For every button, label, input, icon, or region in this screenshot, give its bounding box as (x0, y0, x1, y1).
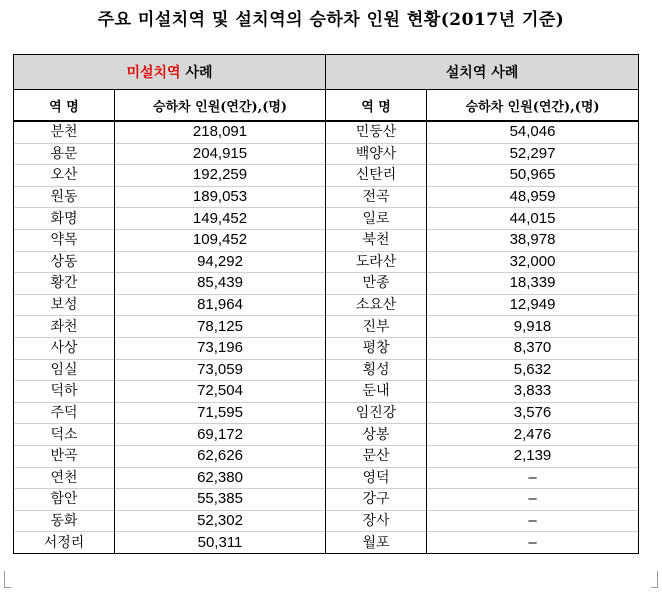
station-name-left: 동화 (14, 510, 115, 532)
passenger-count-left: 73,059 (115, 359, 326, 381)
passenger-count-right: 38,978 (427, 229, 639, 251)
non-installed-heading-red: 미설치역 (126, 65, 181, 81)
station-name-left: 연천 (14, 467, 115, 489)
table-row (14, 402, 639, 424)
passenger-count-left: 72,504 (115, 381, 326, 403)
col-header-count-right: 승하차 인원(연간),(명) (427, 90, 639, 122)
station-name-left: 용문 (14, 143, 115, 165)
passenger-count-left: 62,626 (115, 445, 326, 467)
page-corner-mark-right (651, 571, 658, 588)
passenger-count-left: 109,452 (115, 229, 326, 251)
table-row (14, 316, 639, 338)
passenger-count-left: 204,915 (115, 143, 326, 165)
station-name-left: 화명 (14, 208, 115, 230)
station-name-left: 황간 (14, 273, 115, 295)
table-row (14, 294, 639, 316)
station-name-left: 서정리 (14, 532, 115, 554)
passenger-count-left: 189,053 (115, 186, 326, 208)
station-name-left: 좌천 (14, 316, 115, 338)
table-row (14, 337, 639, 359)
station-name-right: 평창 (326, 337, 427, 359)
station-name-right: 월포 (326, 532, 427, 554)
table-row (14, 445, 639, 467)
table-row (14, 208, 639, 230)
station-name-right: 영덕 (326, 467, 427, 489)
station-name-left: 원동 (14, 186, 115, 208)
table-row (14, 186, 639, 208)
col-header-station-left: 역 명 (14, 90, 115, 122)
station-table (13, 54, 639, 554)
passenger-count-right: 44,015 (427, 208, 639, 230)
station-name-right: 북천 (326, 229, 427, 251)
passenger-count-right: 18,339 (427, 273, 639, 295)
passenger-count-right: 52,297 (427, 143, 639, 165)
page-corner-mark-left (4, 571, 11, 588)
passenger-count-right: 5,632 (427, 359, 639, 381)
station-name-right: 전곡 (326, 186, 427, 208)
station-name-right: 일로 (326, 208, 427, 230)
passenger-count-right: – (427, 532, 639, 554)
table-row (14, 359, 639, 381)
table-row (14, 273, 639, 295)
passenger-count-left: 52,302 (115, 510, 326, 532)
station-name-right: 소요산 (326, 294, 427, 316)
passenger-count-right: 9,918 (427, 316, 639, 338)
table-body (14, 121, 639, 553)
station-name-left: 약목 (14, 229, 115, 251)
table-row (14, 532, 639, 554)
passenger-count-right: 48,959 (427, 186, 639, 208)
passenger-count-right: 2,476 (427, 424, 639, 446)
page-title: 주요 미설치역 및 설치역의 승하차 인원 현황(2017년 기준) (97, 10, 565, 30)
station-name-right: 백양사 (326, 143, 427, 165)
station-name-right: 강구 (326, 489, 427, 511)
table-row (14, 121, 639, 143)
passenger-count-left: 71,595 (115, 402, 326, 424)
station-name-left: 반곡 (14, 445, 115, 467)
station-name-left: 상동 (14, 251, 115, 273)
station-name-right: 만종 (326, 273, 427, 295)
passenger-count-right: 8,370 (427, 337, 639, 359)
table-row (14, 165, 639, 187)
station-name-left: 사상 (14, 337, 115, 359)
passenger-count-left: 50,311 (115, 532, 326, 554)
station-name-left: 보성 (14, 294, 115, 316)
table-row (14, 424, 639, 446)
station-name-right: 신탄리 (326, 165, 427, 187)
passenger-count-left: 81,964 (115, 294, 326, 316)
installed-heading: 설치역 사례 (326, 55, 639, 90)
passenger-count-left: 62,380 (115, 467, 326, 489)
passenger-count-right: – (427, 489, 639, 511)
station-name-left: 임실 (14, 359, 115, 381)
station-name-right: 임진강 (326, 402, 427, 424)
table-row (14, 467, 639, 489)
station-name-right: 문산 (326, 445, 427, 467)
table-row (14, 143, 639, 165)
non-installed-heading (14, 55, 326, 90)
station-name-left: 덕소 (14, 424, 115, 446)
station-name-right: 장사 (326, 510, 427, 532)
passenger-count-left: 69,172 (115, 424, 326, 446)
passenger-count-left: 149,452 (115, 208, 326, 230)
table-row (14, 489, 639, 511)
passenger-count-left: 73,196 (115, 337, 326, 359)
passenger-count-left: 55,385 (115, 489, 326, 511)
station-name-left: 주덕 (14, 402, 115, 424)
passenger-count-right: 2,139 (427, 445, 639, 467)
station-name-right: 민둥산 (326, 121, 427, 143)
passenger-count-right: – (427, 467, 639, 489)
table-row (14, 381, 639, 403)
table-row (14, 510, 639, 532)
passenger-count-right: – (427, 510, 639, 532)
passenger-count-right: 32,000 (427, 251, 639, 273)
passenger-count-left: 94,292 (115, 251, 326, 273)
station-name-right: 진부 (326, 316, 427, 338)
passenger-count-left: 78,125 (115, 316, 326, 338)
col-header-count-left: 승하차 인원(연간),(명) (115, 90, 326, 122)
col-header-station-right: 역 명 (326, 90, 427, 122)
station-name-left: 분천 (14, 121, 115, 143)
non-installed-heading-rest: 사례 (180, 65, 213, 81)
station-name-left: 함안 (14, 489, 115, 511)
table-row (14, 229, 639, 251)
station-name-right: 횡성 (326, 359, 427, 381)
passenger-count-left: 192,259 (115, 165, 326, 187)
passenger-count-right: 12,949 (427, 294, 639, 316)
station-name-right: 상봉 (326, 424, 427, 446)
passenger-count-right: 54,046 (427, 121, 639, 143)
station-name-right: 도라산 (326, 251, 427, 273)
station-name-left: 덕하 (14, 381, 115, 403)
passenger-count-right: 3,576 (427, 402, 639, 424)
station-name-left: 오산 (14, 165, 115, 187)
passenger-count-right: 50,965 (427, 165, 639, 187)
passenger-count-right: 3,833 (427, 381, 639, 403)
station-name-right: 둔내 (326, 381, 427, 403)
table-row (14, 251, 639, 273)
passenger-count-left: 85,439 (115, 273, 326, 295)
passenger-count-left: 218,091 (115, 121, 326, 143)
